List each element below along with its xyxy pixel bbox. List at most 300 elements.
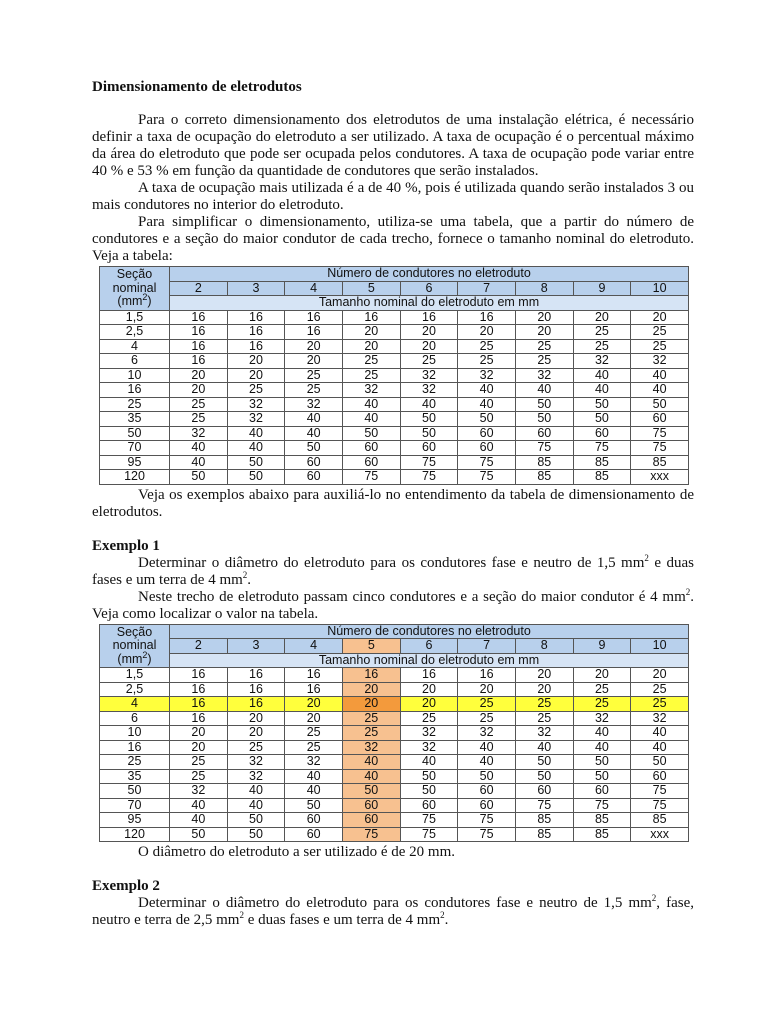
corner-label: Seção nominal $(mm^2)$ [112,624,157,666]
size-cell: 50 [631,397,689,412]
size-cell: 60 [285,827,343,842]
size-cell: 16 [342,668,400,683]
secao-cell: 10 [100,368,170,383]
conductor-count-10: 10 [631,639,689,654]
size-cell: 16 [458,310,516,325]
nominal-size-header: Tamanho nominal do eletroduto em mm [170,653,689,668]
size-cell: 20 [515,668,573,683]
table-row [100,682,689,697]
size-cell: 20 [458,325,516,340]
size-cell: 25 [458,711,516,726]
size-cell: 50 [342,426,400,441]
size-cell: 20 [170,740,228,755]
table-row [100,368,689,383]
size-cell: 85 [631,455,689,470]
intro-paragraph-3: Para simplificar o dimensionamento, utiliza-se uma tabela, que a partir do número de condutores e a seção do maior condutor de cada trecho, fornece o tamanho nominal do eletroduto. Veja a tabela: [92,214,694,264]
size-cell: 50 [170,827,228,842]
table-row [100,668,689,683]
size-cell: 50 [573,755,631,770]
size-cell: 40 [573,726,631,741]
size-cell: 60 [515,784,573,799]
size-cell: 75 [400,455,458,470]
secao-cell: 2,5 [100,682,170,697]
size-cell: 40 [170,441,228,456]
secao-cell: 35 [100,412,170,427]
size-cell: 50 [573,412,631,427]
size-cell: 32 [631,354,689,369]
size-cell: 40 [342,397,400,412]
size-cell: 20 [631,668,689,683]
secao-cell: 70 [100,798,170,813]
size-cell: 16 [400,668,458,683]
size-cell: 25 [515,354,573,369]
size-cell: 16 [170,682,228,697]
size-cell: 60 [458,426,516,441]
size-cell: 50 [400,412,458,427]
size-cell: 75 [458,455,516,470]
table-row [100,784,689,799]
size-cell: 16 [285,310,343,325]
size-cell: 16 [285,325,343,340]
size-cell: 20 [342,325,400,340]
size-cell: 60 [400,441,458,456]
size-cell: 32 [573,711,631,726]
size-cell: 85 [515,827,573,842]
size-cell: 50 [515,397,573,412]
size-cell: 20 [170,726,228,741]
size-cell: 40 [342,412,400,427]
size-cell: 20 [170,368,228,383]
size-cell: 60 [458,798,516,813]
size-cell: 20 [458,682,516,697]
table-row [100,383,689,398]
size-cell: 32 [400,726,458,741]
size-cell: 32 [458,726,516,741]
example-2-paragraph-1: Determinar o diâmetro do eletroduto para os condutores fase e neutro de 1,5 $mm^2$, fase, neutro e terra de 2,5 $mm^2$ e duas fases e um terra de 4 $mm^2$. [92,893,694,928]
size-cell: 50 [285,441,343,456]
size-cell: 32 [170,784,228,799]
size-cell: 25 [285,726,343,741]
size-cell: 50 [400,784,458,799]
size-cell: 50 [400,769,458,784]
nominal-size-header: Tamanho nominal do eletroduto em mm [170,296,689,311]
size-cell: 75 [631,798,689,813]
size-cell: 50 [458,412,516,427]
size-cell: 75 [515,441,573,456]
conductor-count-6: 6 [400,639,458,654]
size-cell: 50 [573,769,631,784]
conductor-count-8: 8 [515,281,573,296]
size-cell: 32 [631,711,689,726]
size-cell: 20 [285,711,343,726]
intro-paragraph-2: A taxa de ocupação mais utilizada é a de 40 %, pois é utilizada quando serão instalados 3 ou mais condutores no interior do eletroduto. [92,180,694,213]
size-cell: 50 [631,755,689,770]
size-cell: 40 [285,769,343,784]
size-cell: 40 [285,784,343,799]
conductor-count-4: 4 [285,281,343,296]
size-cell: 40 [631,383,689,398]
size-cell: 16 [227,310,285,325]
example-2-title: Exemplo 2 [92,878,160,894]
size-cell: 75 [400,470,458,485]
size-cell: 16 [227,668,285,683]
size-cell: 32 [342,383,400,398]
size-cell: 60 [285,470,343,485]
size-cell: 25 [342,711,400,726]
size-cell: 40 [170,455,228,470]
table-row [100,813,689,828]
conductor-count-8: 8 [515,639,573,654]
size-cell: 16 [170,325,228,340]
size-cell: 32 [515,726,573,741]
table-row [100,325,689,340]
size-cell: 25 [631,339,689,354]
secao-cell: 10 [100,726,170,741]
secao-cell: 35 [100,769,170,784]
size-cell: 16 [342,310,400,325]
conduit-sizing-table-highlighted [99,624,689,843]
size-cell: 16 [227,682,285,697]
size-cell: 40 [342,755,400,770]
secao-cell: 95 [100,813,170,828]
size-cell: 40 [170,813,228,828]
size-cell: 50 [227,827,285,842]
secao-cell: 1,5 [100,310,170,325]
size-cell: 85 [573,827,631,842]
size-cell: 40 [515,740,573,755]
size-cell: 25 [515,711,573,726]
conductor-count-3: 3 [227,281,285,296]
size-cell: 20 [342,697,400,712]
size-cell: 60 [400,798,458,813]
conduit-sizing-table [99,266,689,485]
section-title: Dimensionamento de eletrodutos [92,79,302,95]
size-cell: 20 [631,310,689,325]
secao-cell: 120 [100,827,170,842]
secao-cell: 70 [100,441,170,456]
size-cell: 16 [227,325,285,340]
size-cell: 40 [515,383,573,398]
conductor-count-2: 2 [170,639,228,654]
size-cell: 50 [285,798,343,813]
table-row [100,740,689,755]
table-row [100,470,689,485]
secao-cell: 6 [100,711,170,726]
size-cell: 75 [573,798,631,813]
size-cell: 60 [285,455,343,470]
size-cell: 16 [170,668,228,683]
table-row [100,412,689,427]
size-cell: 20 [227,711,285,726]
example-1-paragraph-1: Determinar o diâmetro do eletroduto para os condutores fase e neutro de 1,5 $mm^2$ e duas fases e um terra de 4 $mm^2$. [92,552,694,588]
size-cell: 40 [573,368,631,383]
intro-paragraph-1: Para o correto dimensionamento dos eletrodutos de uma instalação elétrica, é necessário definir a taxa de ocupação do eletroduto a ser utilizado. A taxa de ocupação é o percentual máximo da área do eletroduto que pode ser ocupada pelos condutores. A taxa de ocupação pode variar entre 40 % e 53 % em função da quantidade de condutores que serão instalados. [92,112,694,179]
size-cell: 32 [573,354,631,369]
table-row [100,798,689,813]
size-cell: 16 [400,310,458,325]
size-cell: 75 [400,827,458,842]
size-cell: 25 [400,354,458,369]
table-row [100,354,689,369]
size-cell: 40 [170,798,228,813]
size-cell: 60 [342,455,400,470]
size-cell: 60 [573,784,631,799]
size-cell: 16 [285,668,343,683]
size-cell: 60 [515,426,573,441]
size-cell: 20 [400,697,458,712]
size-cell: 50 [227,470,285,485]
size-cell: 25 [458,697,516,712]
size-cell: 25 [400,711,458,726]
conductor-count-6: 6 [400,281,458,296]
size-cell: 40 [227,426,285,441]
size-cell: 32 [285,755,343,770]
size-cell: 25 [573,325,631,340]
size-cell: 40 [400,755,458,770]
size-cell: 20 [400,325,458,340]
size-cell: 40 [458,755,516,770]
size-cell: 40 [227,798,285,813]
size-cell: 25 [342,368,400,383]
size-cell: 25 [458,339,516,354]
corner-label: Seção nominal $(mm^2)$ [112,267,157,308]
size-cell: 50 [342,784,400,799]
secao-cell: 1,5 [100,668,170,683]
size-cell: 20 [573,310,631,325]
table-row [100,726,689,741]
size-cell: 16 [170,339,228,354]
size-cell: 32 [400,740,458,755]
secao-cell: 25 [100,755,170,770]
size-cell: 25 [285,383,343,398]
size-cell: 25 [515,339,573,354]
secao-cell: 16 [100,740,170,755]
size-cell: 20 [227,354,285,369]
size-cell: 20 [342,339,400,354]
example-1-title: Exemplo 1 [92,537,160,554]
size-cell: 75 [631,426,689,441]
size-cell: 32 [285,397,343,412]
size-cell: 75 [458,813,516,828]
size-cell: 85 [573,470,631,485]
table-row [100,769,689,784]
size-cell: 20 [170,383,228,398]
conductor-count-3: 3 [227,639,285,654]
conductor-count-5: 5 [342,281,400,296]
conductor-count-5: 5 [342,639,400,654]
size-cell: 20 [227,726,285,741]
document-page [92,78,694,929]
size-cell: 60 [458,784,516,799]
size-cell: 16 [458,668,516,683]
size-cell: 75 [631,784,689,799]
size-cell: xxx [631,827,689,842]
size-cell: 50 [515,769,573,784]
size-cell: 20 [515,310,573,325]
conductor-count-header: Número de condutores no eletroduto [170,624,689,639]
table-row [100,697,689,712]
size-cell: 85 [573,455,631,470]
size-cell: 50 [573,397,631,412]
size-cell: 16 [170,310,228,325]
size-cell: 16 [170,697,228,712]
size-cell: 32 [400,383,458,398]
size-cell: 25 [573,682,631,697]
size-cell: 25 [170,397,228,412]
table-row [100,441,689,456]
size-cell: 75 [515,798,573,813]
conductor-count-2: 2 [170,281,228,296]
size-cell: 32 [227,769,285,784]
size-cell: 50 [227,455,285,470]
size-cell: 40 [573,740,631,755]
after-table-paragraph: Veja os exemplos abaixo para auxiliá-lo no entendimento da tabela de dimensionamento de eletrodutos. [92,486,694,520]
size-cell: 25 [342,354,400,369]
size-cell: 32 [227,397,285,412]
size-cell: 40 [227,784,285,799]
table-row [100,426,689,441]
size-cell: 25 [631,697,689,712]
size-cell: 25 [515,697,573,712]
conductor-count-7: 7 [458,281,516,296]
size-cell: 40 [458,383,516,398]
size-cell: 20 [400,682,458,697]
secao-cell: 50 [100,426,170,441]
size-cell: 40 [631,368,689,383]
secao-cell: 50 [100,784,170,799]
size-cell: 16 [170,711,228,726]
conductor-count-10: 10 [631,281,689,296]
size-cell: 40 [631,726,689,741]
size-cell: 40 [400,397,458,412]
example-1-result: O diâmetro do eletroduto a ser utilizado é de 20 mm. [138,844,455,860]
table-row [100,339,689,354]
size-cell: 25 [631,325,689,340]
conductor-count-9: 9 [573,281,631,296]
size-cell: 25 [170,755,228,770]
size-cell: 60 [631,769,689,784]
secao-cell: 4 [100,697,170,712]
size-cell: 20 [515,325,573,340]
table-row [100,711,689,726]
size-cell: 20 [285,354,343,369]
size-cell: 75 [573,441,631,456]
secao-cell: 4 [100,339,170,354]
size-cell: 75 [342,827,400,842]
secao-header-cell [100,267,170,311]
size-cell: 25 [573,697,631,712]
size-cell: 50 [400,426,458,441]
size-cell: 20 [285,697,343,712]
secao-cell: 25 [100,397,170,412]
size-cell: 25 [458,354,516,369]
size-cell: 32 [170,426,228,441]
secao-header-cell [100,624,170,668]
size-cell: 85 [515,455,573,470]
size-cell: 16 [227,339,285,354]
size-cell: 75 [458,827,516,842]
table-row [100,310,689,325]
size-cell: 60 [285,813,343,828]
size-cell: 60 [631,412,689,427]
size-cell: 16 [285,682,343,697]
table-row [100,397,689,412]
table-row [100,455,689,470]
size-cell: 50 [515,412,573,427]
size-cell: 32 [458,368,516,383]
size-cell: 40 [342,769,400,784]
size-cell: 20 [515,682,573,697]
conductor-count-7: 7 [458,639,516,654]
size-cell: 25 [631,682,689,697]
size-cell: 75 [342,470,400,485]
size-cell: 25 [285,368,343,383]
size-cell: 16 [170,354,228,369]
size-cell: 85 [515,470,573,485]
size-cell: 40 [573,383,631,398]
example-1-paragraph-2: Neste trecho de eletroduto passam cinco condutores e a seção do maior condutor é 4 $mm^2$. Veja como localizar o valor na tabela. [92,586,694,622]
size-cell: 20 [573,668,631,683]
secao-cell: 120 [100,470,170,485]
size-cell: 25 [342,726,400,741]
size-cell: 40 [458,740,516,755]
size-cell: 40 [458,397,516,412]
size-cell: 50 [170,470,228,485]
size-cell: 50 [227,813,285,828]
size-cell: 20 [285,339,343,354]
size-cell: 20 [227,368,285,383]
size-cell: 32 [342,740,400,755]
table-row [100,827,689,842]
size-cell: 60 [342,813,400,828]
size-cell: 40 [285,426,343,441]
size-cell: 60 [458,441,516,456]
size-cell: 50 [515,755,573,770]
size-cell: 32 [227,755,285,770]
size-cell: 32 [515,368,573,383]
size-cell: 32 [400,368,458,383]
size-cell: 60 [342,441,400,456]
conductor-count-header: Número de condutores no eletroduto [170,267,689,282]
size-cell: 40 [631,740,689,755]
size-cell: 20 [342,682,400,697]
size-cell: 60 [573,426,631,441]
size-cell: 40 [285,412,343,427]
size-cell: 75 [400,813,458,828]
size-cell: 85 [515,813,573,828]
secao-cell: 95 [100,455,170,470]
size-cell: 85 [631,813,689,828]
size-cell: 25 [285,740,343,755]
size-cell: 60 [342,798,400,813]
size-cell: 75 [631,441,689,456]
size-cell: 20 [400,339,458,354]
secao-cell: 6 [100,354,170,369]
size-cell: 25 [170,769,228,784]
secao-cell: 2,5 [100,325,170,340]
secao-cell: 16 [100,383,170,398]
size-cell: 50 [458,769,516,784]
conductor-count-4: 4 [285,639,343,654]
size-cell: 75 [458,470,516,485]
size-cell: 25 [573,339,631,354]
table-row [100,755,689,770]
size-cell: xxx [631,470,689,485]
size-cell: 25 [227,740,285,755]
size-cell: 25 [170,412,228,427]
size-cell: 25 [227,383,285,398]
size-cell: 85 [573,813,631,828]
